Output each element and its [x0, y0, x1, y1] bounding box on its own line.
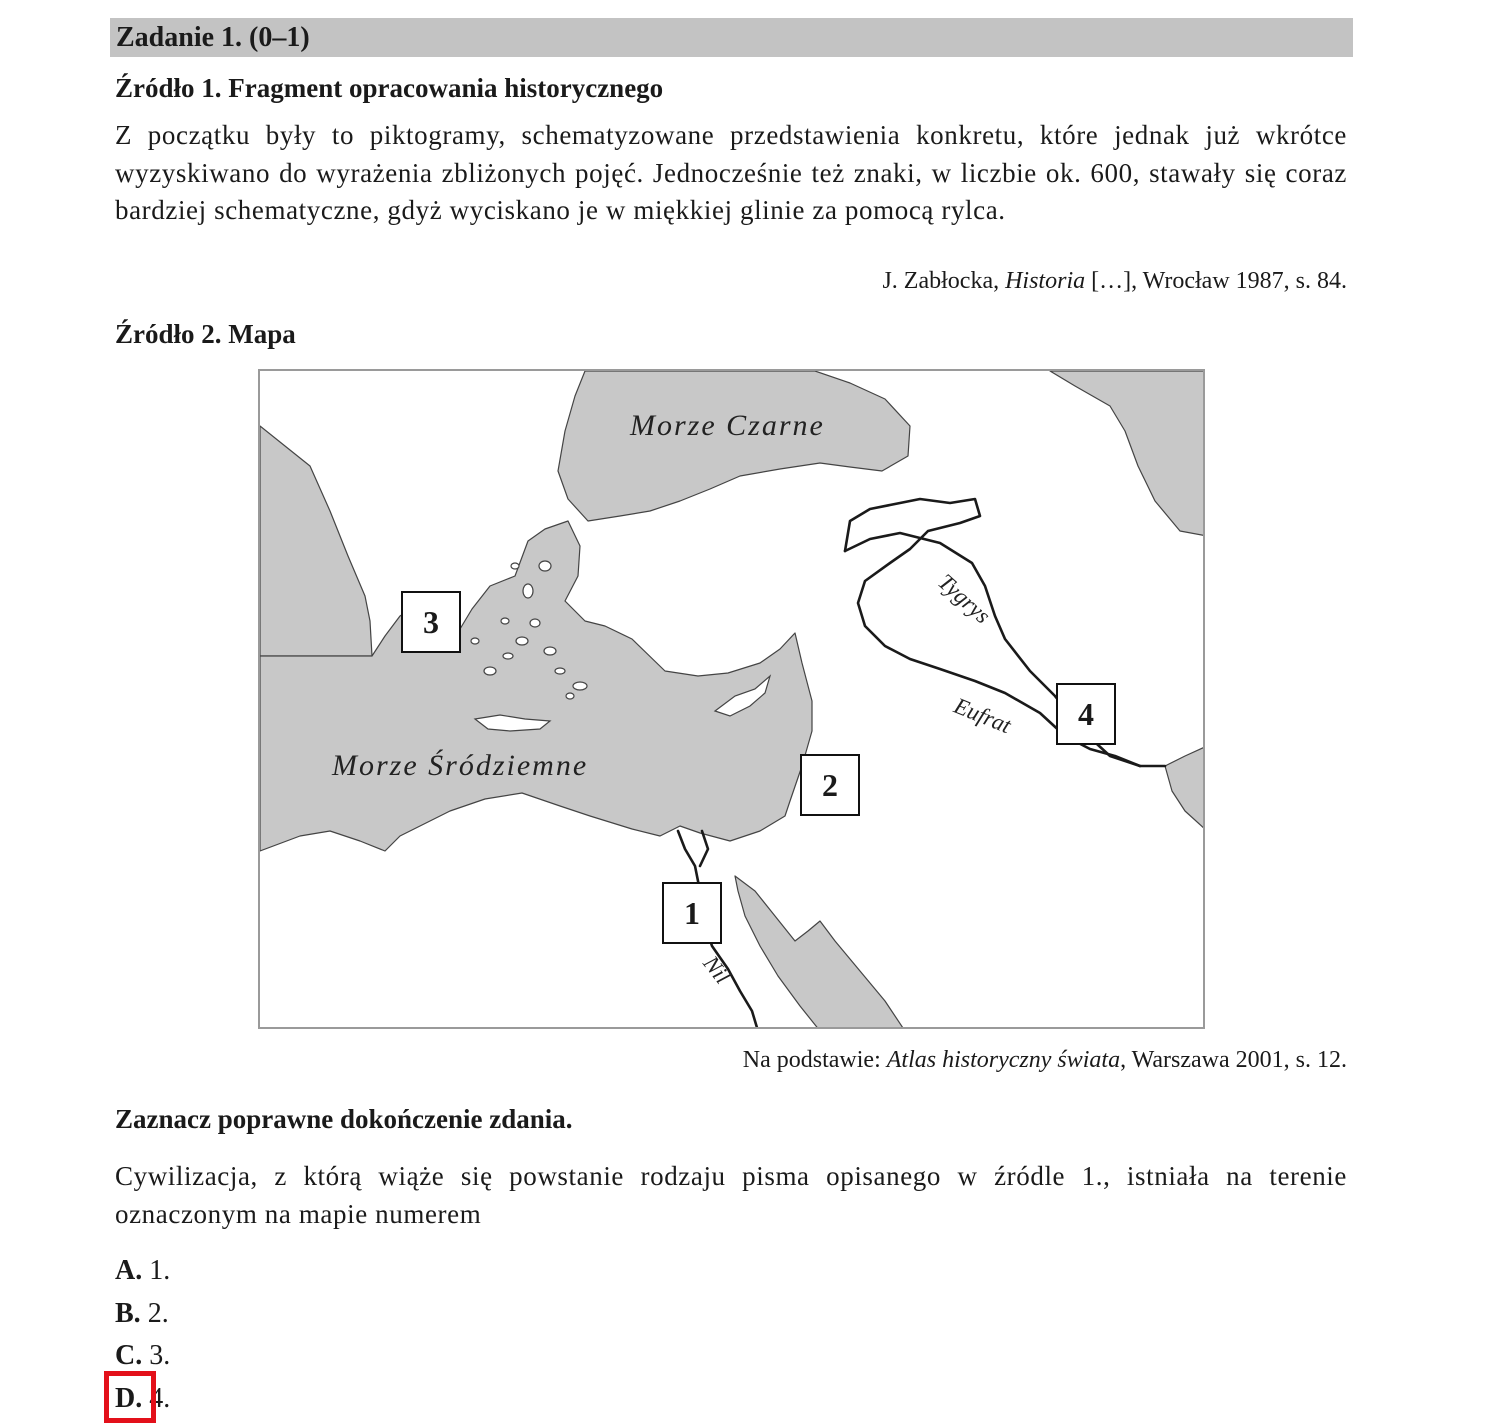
- red-sea-shape: [735, 876, 905, 1029]
- adriatic-sea-shape: [260, 426, 372, 656]
- label-mediterranean: Morze Śródziemne: [332, 749, 589, 782]
- source2-heading: Źródło 2. Mapa: [115, 319, 296, 349]
- historical-map: [258, 369, 1205, 1029]
- aegean-island: [530, 619, 540, 627]
- aegean-island: [516, 637, 528, 645]
- aegean-island: [511, 563, 519, 569]
- aegean-island: [566, 693, 574, 699]
- answer-text: 2.: [140, 1297, 169, 1329]
- source2-citation: [743, 1045, 1347, 1075]
- map-marker-3: 3: [401, 591, 461, 653]
- map-marker-2: 2: [800, 754, 860, 816]
- aegean-island: [484, 667, 496, 675]
- task-title: Zadanie 1. (0–1): [110, 18, 1353, 57]
- citation-author: J. Zabłocka,: [882, 268, 1006, 294]
- citation-details: , Warszawa 2001, s. 12.: [1120, 1047, 1347, 1073]
- aegean-island: [471, 638, 479, 644]
- label-euphrates: Eufrat: [950, 693, 1015, 739]
- answer-text: 1.: [142, 1255, 171, 1286]
- nile-delta: [700, 831, 708, 866]
- citation-prefix: Na podstawie:: [742, 1047, 887, 1073]
- persian-gulf-shape: [1165, 746, 1205, 831]
- source1-text: Z początku były to piktogramy, schematyzowane przedstawienia konkretu, które jednak już wkrótce wyzyskiwano do wyrażenia zbliżonych pojęć. Jednocześnie też znaki, w liczbie ok. 600, stawały się coraz bardziej schematyczne, gdyż wyciskano je w miękkiej glinie za pomocą rylca.: [115, 120, 1347, 225]
- source1-citation: [882, 266, 1347, 296]
- answer-option-a[interactable]: [115, 1252, 170, 1295]
- answer-text: 4.: [142, 1382, 171, 1414]
- aegean-island: [539, 561, 551, 571]
- map-marker-1: 1: [662, 882, 722, 944]
- selected-answer-highlight: [104, 1371, 156, 1423]
- answer-letter: A.: [115, 1255, 143, 1286]
- aegean-island: [555, 668, 565, 674]
- label-black-sea: Morze Czarne: [630, 409, 825, 442]
- citation-details: […], Wrocław 1987, s. 84.: [1085, 268, 1347, 294]
- answer-letter: D.: [115, 1382, 143, 1414]
- caspian-sea-shape: [1050, 371, 1205, 536]
- label-tigris: Tygrys: [933, 569, 996, 629]
- aegean-island: [573, 682, 587, 690]
- aegean-island: [503, 653, 513, 659]
- aegean-island: [544, 647, 556, 655]
- source1-heading: Źródło 1. Fragment opracowania historycznego: [115, 73, 664, 103]
- answer-text: 3.: [142, 1340, 171, 1371]
- aegean-island: [523, 584, 533, 598]
- black-sea-shape: [558, 371, 910, 521]
- answer-option-b[interactable]: [115, 1295, 170, 1338]
- question-stem: Cywilizacja, z którą wiąże się powstanie rodzaju pisma opisanego w źródle 1., istniała na terenie oznaczonym na mapie numerem: [115, 1161, 1347, 1229]
- answer-letter: B.: [115, 1297, 141, 1329]
- answer-letter: C.: [115, 1340, 143, 1371]
- aegean-island: [501, 618, 509, 624]
- label-nile: Nil: [698, 951, 736, 989]
- citation-title: Historia: [1005, 268, 1086, 294]
- map-marker-4: 4: [1056, 683, 1116, 745]
- citation-title: Atlas historyczny świata: [886, 1047, 1121, 1073]
- question-instruction: Zaznacz poprawne dokończenie zdania.: [115, 1104, 573, 1134]
